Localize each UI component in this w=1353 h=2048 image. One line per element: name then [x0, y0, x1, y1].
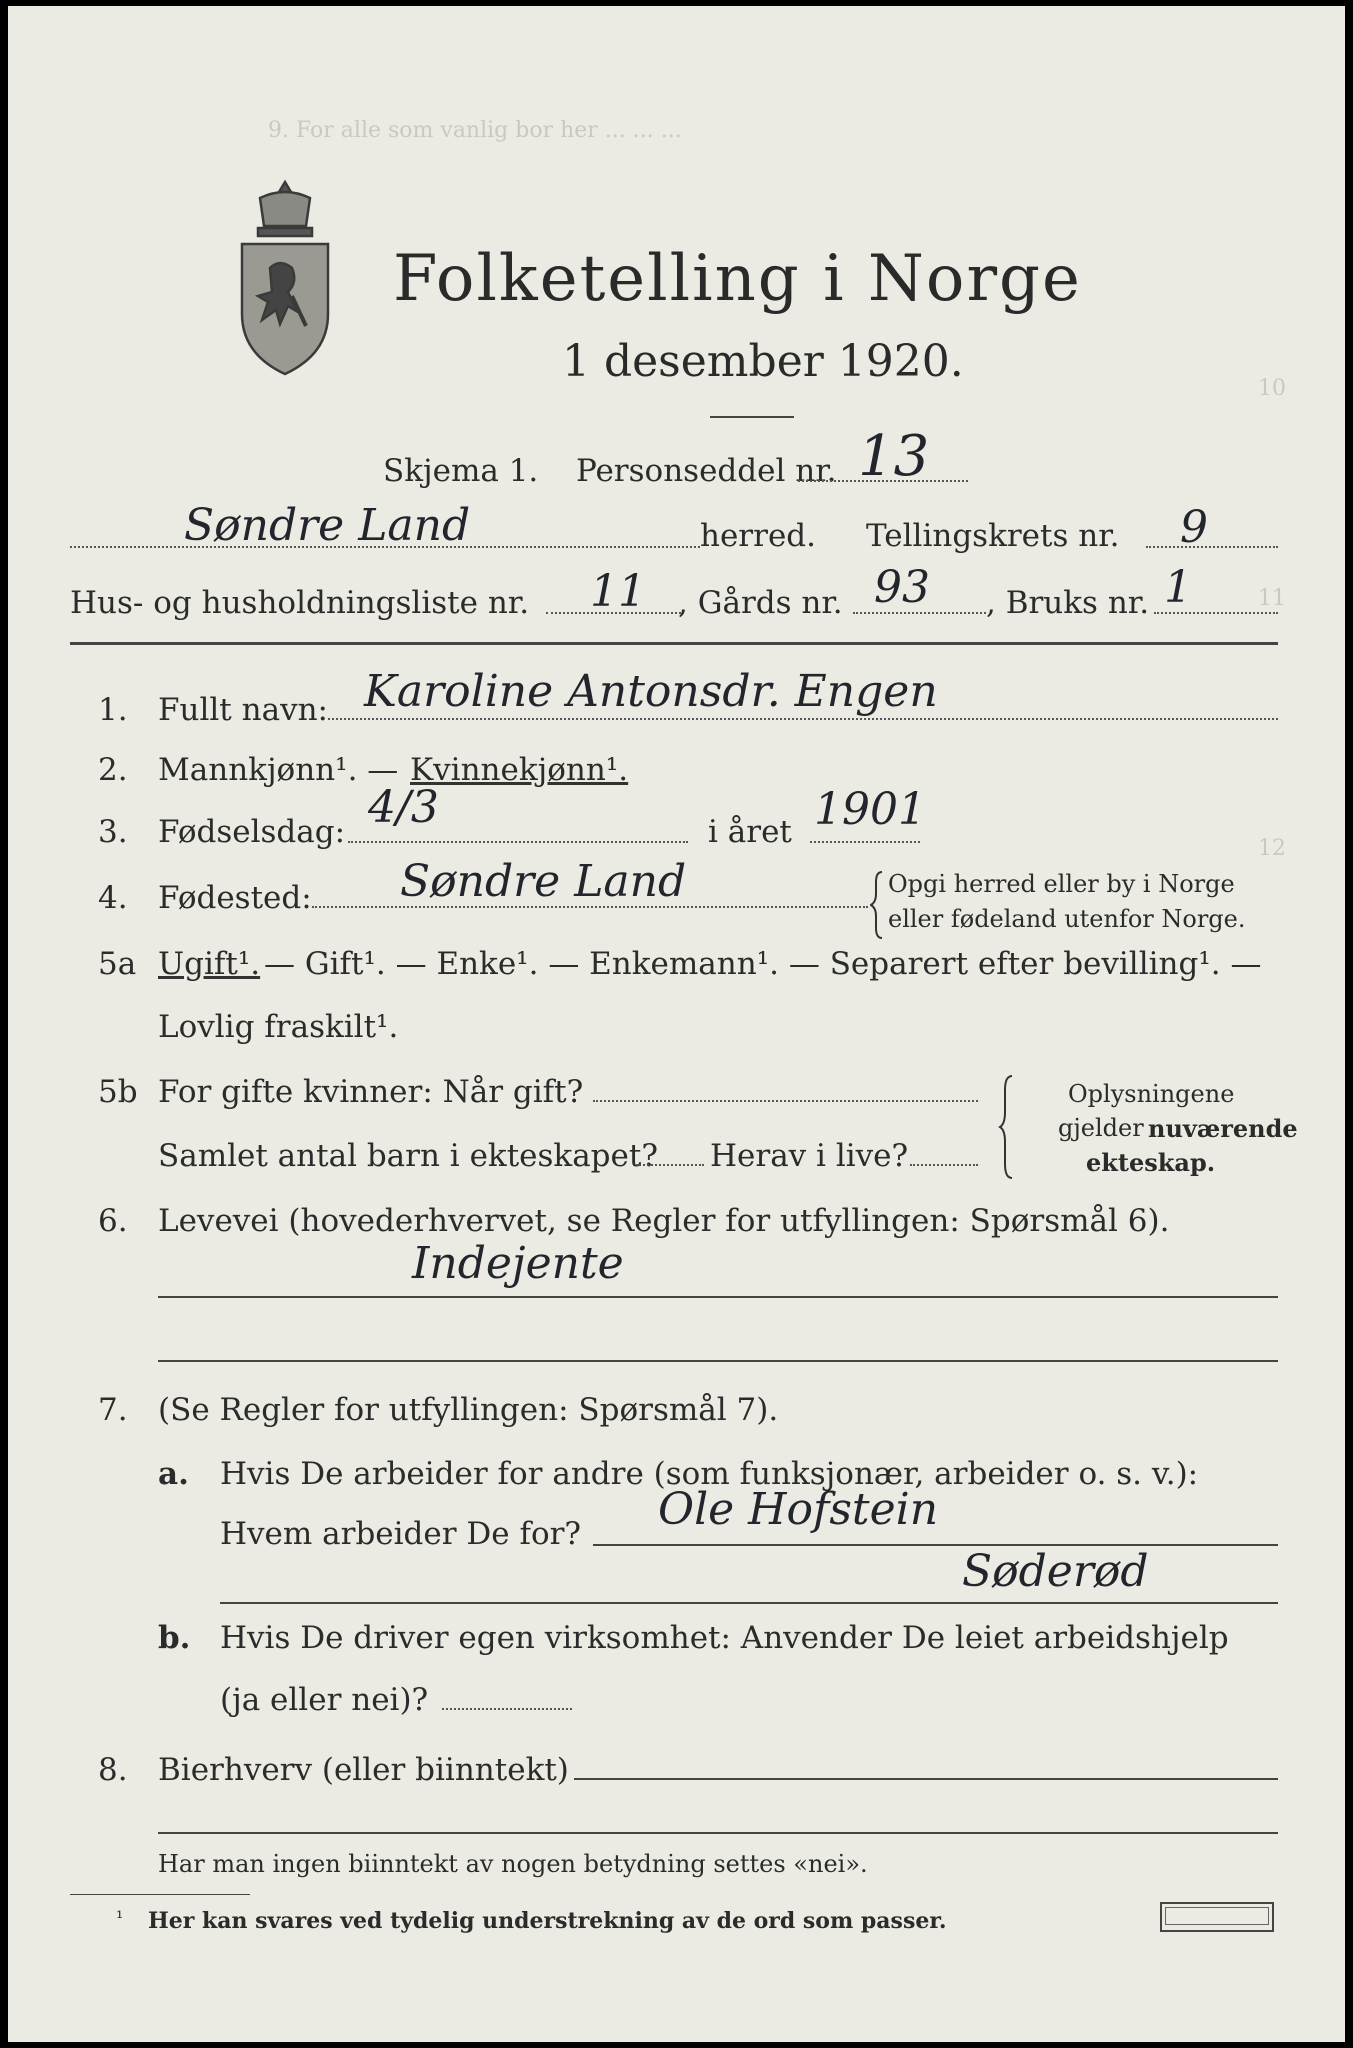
occupation-label: Levevei (hovederhvervet, se Regler for utfyllingen: Spørsmål 6).	[158, 1203, 1170, 1239]
tellingskrets-field[interactable]	[1146, 546, 1278, 548]
birthdate-field[interactable]	[348, 841, 688, 843]
full-name-value: Karoline Antonsdr. Engen	[364, 666, 938, 717]
bruks-label: , Bruks nr.	[986, 585, 1150, 621]
children-total-label: Samlet antal barn i ekteskapet?	[158, 1138, 658, 1174]
bruks-value: 1	[1164, 562, 1192, 613]
footnote-rule	[70, 1894, 250, 1895]
q8-number: 8.	[98, 1752, 128, 1788]
no-income-note: Har man ingen biinntekt av nogen betydning settes «nei».	[158, 1850, 868, 1878]
q4-number: 4.	[98, 880, 128, 916]
birthplace-note-1: Opgi herred eller by i Norge	[888, 870, 1235, 898]
q4-label: Fødested:	[158, 880, 312, 916]
marriage-note-2a: gjelder	[1058, 1114, 1144, 1142]
husholdningsliste-label: Hus- og husholdningsliste nr.	[70, 585, 530, 621]
hired-help-field[interactable]	[442, 1708, 572, 1710]
employer-label: Hvem arbeider De for?	[220, 1516, 582, 1552]
footnote-mark: ¹	[116, 1908, 124, 1929]
brace-icon	[998, 1074, 1014, 1180]
children-alive-label: Herav i live?	[710, 1138, 909, 1174]
form-subtitle: 1 desember 1920.	[562, 336, 964, 387]
married-when-field[interactable]	[593, 1100, 978, 1102]
show-through-text: 12	[1258, 836, 1286, 861]
personseddel-value: 13	[858, 424, 930, 489]
birth-year-label: i året	[708, 814, 792, 850]
side-income-field[interactable]	[574, 1778, 1278, 1780]
employer-field[interactable]	[593, 1544, 1278, 1546]
birthplace-value: Søndre Land	[400, 856, 687, 907]
husholdningsliste-value: 11	[590, 566, 646, 617]
occupation-line-1[interactable]	[158, 1296, 1278, 1298]
children-alive-field[interactable]	[910, 1164, 978, 1166]
q2-number: 2.	[98, 752, 128, 788]
marriage-note-3: ekteskap.	[1086, 1148, 1216, 1177]
side-income-field-2[interactable]	[158, 1832, 1278, 1834]
q3-number: 3.	[98, 814, 128, 850]
children-total-field[interactable]	[636, 1164, 704, 1166]
sex-female-option[interactable]: Kvinnekjønn¹.	[410, 752, 629, 788]
q7b-text: Hvis De driver egen virksomhet: Anvender De leiet arbeidshjelp	[220, 1620, 1229, 1656]
marriage-note-2b: nuværende	[1148, 1114, 1298, 1143]
side-income-label: Bierhverv (eller biinntekt)	[158, 1752, 569, 1788]
q7a-text: Hvis De arbeider for andre (som funksjonær, arbeider o. s. v.):	[220, 1456, 1199, 1492]
employer-value: Ole Hofstein	[658, 1484, 939, 1535]
q7b-letter: b.	[158, 1620, 191, 1656]
hired-help-label: (ja eller nei)?	[220, 1682, 429, 1718]
header-rule	[70, 642, 1278, 645]
birthdate-value: 4/3	[368, 782, 439, 833]
sex-male-option[interactable]: Mannkjønn¹. —	[158, 752, 399, 788]
q5a-number: 5a	[98, 946, 137, 982]
married-when-label: For gifte kvinner: Når gift?	[158, 1074, 584, 1110]
employer-field-2[interactable]	[220, 1602, 1278, 1604]
q3-label: Fødselsdag:	[158, 814, 346, 850]
civil-status-options[interactable]: — Gift¹. — Enke¹. — Enkemann¹. — Separert efter bevilling¹. —	[264, 946, 1262, 982]
q1-label: Fullt navn:	[158, 692, 328, 728]
q5b-number: 5b	[98, 1074, 138, 1110]
herred-label: herred.	[700, 518, 816, 554]
q7a-letter: a.	[158, 1456, 189, 1492]
tellingskrets-value: 9	[1180, 502, 1208, 553]
printer-stamp	[1160, 1902, 1274, 1932]
civil-status-unmarried-option[interactable]: Ugift¹.	[158, 946, 261, 982]
tellingskrets-label: Tellingskrets nr.	[866, 518, 1120, 554]
personseddel-label: Personseddel nr.	[576, 453, 837, 489]
occupation-line-2[interactable]	[158, 1360, 1278, 1362]
occupation-value: Indejente	[412, 1238, 624, 1289]
q7-number: 7.	[98, 1392, 128, 1428]
gards-label: , Gårds nr.	[678, 585, 843, 621]
birth-year-value: 1901	[814, 784, 926, 835]
q6-number: 6.	[98, 1203, 128, 1239]
gards-value: 93	[874, 562, 930, 613]
show-through-text: 10	[1258, 376, 1286, 401]
marriage-note-1: Oplysningene	[1068, 1080, 1235, 1108]
divider	[710, 416, 794, 418]
q7-label: (Se Regler for utfyllingen: Spørsmål 7).	[158, 1392, 779, 1428]
employer-value-2: Søderød	[962, 1546, 1149, 1597]
footnote: Her kan svares ved tydelig understrekning av de ord som passer.	[148, 1908, 947, 1934]
birthplace-note-2: eller fødeland utenfor Norge.	[888, 905, 1246, 933]
herred-value: Søndre Land	[184, 500, 471, 551]
show-through-text: 9. For alle som vanlig bor her ... ... ...	[268, 118, 682, 143]
birth-year-field[interactable]	[810, 841, 920, 843]
brace-icon	[870, 870, 884, 940]
civil-status-divorced-option[interactable]: Lovlig fraskilt¹.	[158, 1009, 399, 1045]
form-title: Folketelling i Norge	[393, 242, 1082, 316]
q1-number: 1.	[98, 692, 128, 728]
census-form-page	[8, 6, 1345, 2042]
norwegian-coat-of-arms-icon	[230, 178, 340, 378]
full-name-field[interactable]	[328, 718, 1278, 720]
show-through-text: 11	[1258, 586, 1286, 611]
skjema-label: Skjema 1.	[383, 453, 539, 489]
